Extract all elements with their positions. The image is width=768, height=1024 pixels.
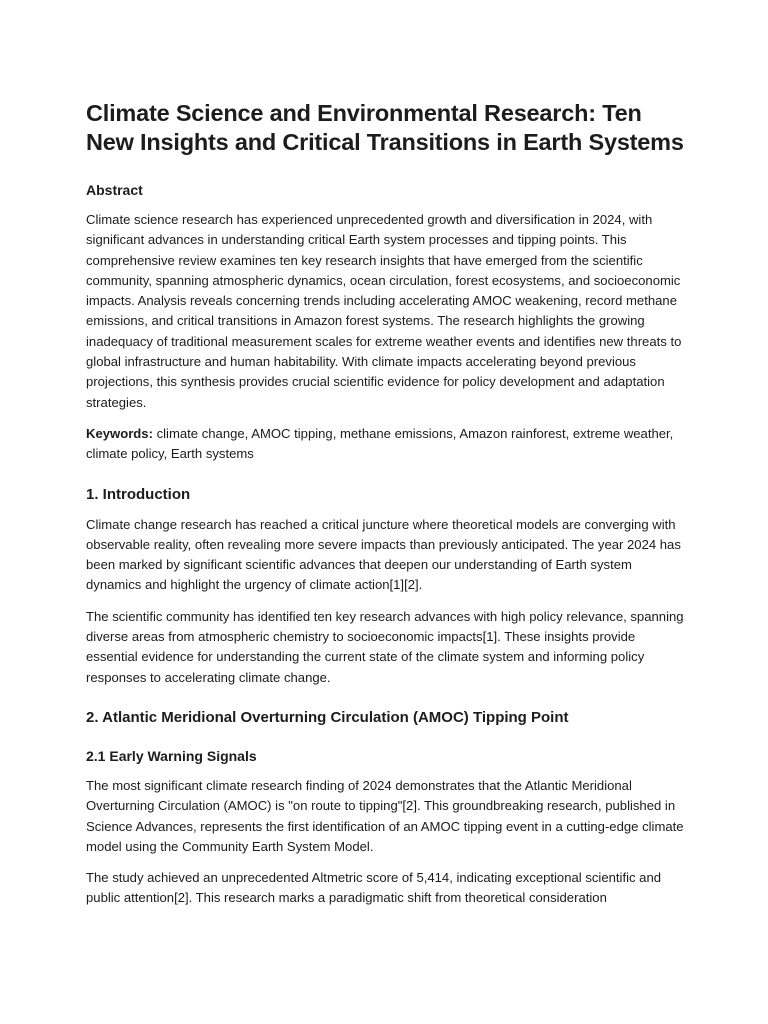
- introduction-paragraph-2: The scientific community has identified ten key research advances with high policy relevance, spanning diverse areas from atmospheric chemistry to socioeconomic impacts[1]. These insights provide essential evidence for understanding the current state of the climate system and informing policy responses to accelerating climate change.: [86, 608, 684, 685]
- introduction-section: [86, 485, 684, 688]
- keywords-text: climate change, AMOC tipping, methane emissions, Amazon rainforest, extreme weather, climate policy, Earth systems: [86, 425, 674, 462]
- amoc-section: [86, 708, 684, 909]
- introduction-paragraph-1: Climate change research has reached a critical juncture where theoretical models are converging with observable reality, often revealing more severe impacts than previously anticipated. The year 2024 has been marked by significant scientific advances that deepen our understanding of Earth system dynamics and highlight the urgency of climate action[1][2].: [86, 516, 681, 593]
- abstract-text: Climate science research has experienced unprecedented growth and diversification in 2024, with significant advances in understanding critical Earth system processes and tipping points. This comprehensive review examines ten key research insights that have emerged from the scientific community, spanning atmospheric dynamics, ocean circulation, forest ecosystems, and socioeconomic impacts. Analysis reveals concerning trends including accelerating AMOC weakening, record methane emissions, and critical transitions in Amazon forest systems. The research highlights the growing inadequacy of traditional measurement scales for extreme weather events and identifies new threats to global infrastructure and human habitability. With climate impacts accelerating beyond previous projections, this synthesis provides crucial scientific evidence for policy development and adaptation strategies.: [86, 212, 682, 410]
- keywords-paragraph: [86, 424, 684, 465]
- introduction-heading: 1. Introduction: [86, 485, 191, 503]
- amoc-heading: 2. Atlantic Meridional Overturning Circulation (AMOC) Tipping Point: [86, 708, 569, 726]
- early-warning-heading: 2.1 Early Warning Signals: [86, 747, 257, 764]
- abstract-heading: Abstract: [86, 182, 143, 198]
- early-warning-subsection: [86, 746, 684, 909]
- amoc-paragraph-2: The study achieved an unprecedented Altmetric score of 5,414, indicating exceptional scientific and public attention[2]. This research marks a paradigmatic shift from theoretical consideration: [86, 870, 662, 906]
- abstract-section: [86, 180, 684, 465]
- keywords-label: Keywords:: [86, 425, 153, 441]
- amoc-paragraph-1: The most significant climate research finding of 2024 demonstrates that the Atlantic Meridional Overturning Circulation (AMOC) is "on route to tipping"[2]. This groundbreaking research, published in Science Advances, represents the first identification of an AMOC tipping event in a cutting-edge climate model using the Community Earth System Model.: [86, 777, 684, 854]
- paper-title: Climate Science and Environmental Research: Ten New Insights and Critical Transitions in Earth Systems: [86, 100, 684, 155]
